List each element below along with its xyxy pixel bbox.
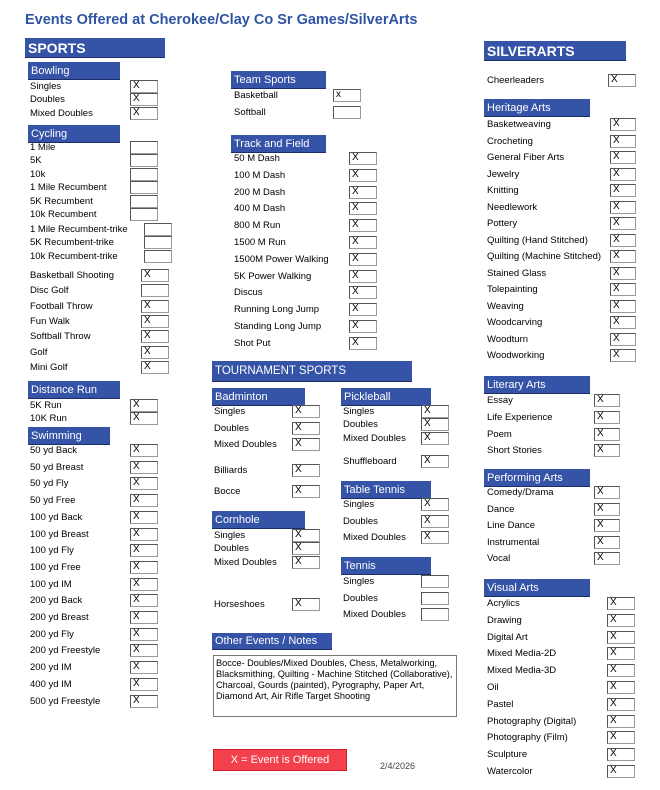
cycling-item-label: 1 Mile [30,142,56,153]
heritage-checkbox[interactable]: X [610,283,636,296]
heritage-item-label: Tolepainting [487,284,538,295]
pickleball-header: Pickleball [341,388,431,406]
swimming-item-label: 100 yd Back [30,511,83,523]
cheer-checkbox[interactable]: X [608,74,636,87]
misc-item-label: Golf [30,346,48,358]
track-checkbox[interactable]: X [349,202,377,215]
visual-item-label: Acrylics [487,598,520,609]
distance-checkbox[interactable]: X [130,399,158,412]
heritage-checkbox[interactable]: X [610,333,636,346]
visual-item-label: Photography (Digital) [487,715,577,727]
swimming-item-label: 100 yd Breast [30,528,89,540]
cycling-checkbox[interactable] [130,141,158,154]
track-item-label: 800 M Run [234,220,281,232]
cornhole-checkbox[interactable]: X [292,542,320,555]
swimming-item-label: 200 yd Back [30,595,83,607]
visual-item-label: Pastel [487,698,514,710]
track-checkbox[interactable]: X [349,303,377,316]
badminton-checkbox[interactable]: X [292,422,320,435]
track-checkbox[interactable]: X [349,253,377,266]
billiards-item-label: Billiards [214,465,248,476]
tennis-item-label: Mixed Doubles [343,609,406,620]
heritage-checkbox[interactable]: X [610,168,636,181]
cycling-item-label: 10k [30,168,46,180]
cycling-checkbox[interactable] [130,208,158,221]
visual-checkbox[interactable]: X [607,681,635,694]
badminton-item-label: Singles [214,406,246,417]
cornhole-header: Cornhole [212,511,305,529]
track-header: Track and Field [231,135,326,153]
heritage-checkbox[interactable]: X [610,217,636,230]
cornhole-item-label: Singles [214,530,246,541]
swimming-item-label: 100 yd IM [30,578,72,590]
swimming-item-label: 200 yd IM [30,662,72,674]
track-checkbox[interactable]: X [349,186,377,199]
pickleball-checkbox[interactable]: X [421,418,449,431]
literary-checkbox[interactable]: X [594,428,620,441]
heritage-item-label: Stained Glass [487,267,547,279]
shuffleboard-item-label: Shuffleboard [343,456,397,467]
legend-badge: X = Event is Offered [213,749,347,771]
swimming-item-label: 500 yd Freestyle [30,695,101,707]
billiards-checkbox[interactable]: X [292,485,320,498]
literary-checkbox[interactable]: X [594,411,620,424]
track-checkbox[interactable]: X [349,236,377,249]
misc-item-label: Football Throw [30,300,93,312]
performing-item-label: Line Dance [487,520,536,532]
misc-checkbox[interactable]: X [141,315,169,328]
swimming-item-label: 200 yd Breast [30,612,89,623]
performing-checkbox[interactable]: X [594,536,620,549]
pickleball-item-label: Mixed Doubles [343,432,406,444]
bowling-header: Bowling [28,62,120,80]
misc-item-label: Disc Golf [30,285,69,297]
tennis-checkbox[interactable] [421,592,449,605]
swimming-checkbox[interactable]: X [130,578,158,591]
team-item-label: Basketball [234,90,278,101]
cycling-header: Cycling [28,125,120,143]
performing-header: Performing Arts [484,469,590,487]
swimming-checkbox[interactable]: X [130,644,158,657]
swimming-checkbox[interactable]: X [130,544,158,557]
performing-checkbox[interactable]: X [594,503,620,516]
misc-checkbox[interactable]: X [141,269,169,282]
swimming-checkbox[interactable]: X [130,695,158,708]
badminton-item-label: Doubles [214,422,249,434]
track-item-label: 1500 M Run [234,237,286,248]
heritage-item-label: Basketweaving [487,119,551,130]
tabletennis-checkbox[interactable]: X [421,498,449,511]
heritage-checkbox[interactable]: X [610,135,636,148]
bowling-checkbox[interactable]: X [130,107,158,120]
track-item-label: Standing Long Jump [234,321,322,332]
visual-item-label: Digital Art [487,631,528,643]
visual-item-label: Mixed Media-2D [487,648,557,660]
badminton-item-label: Mixed Doubles [214,439,277,450]
swimming-header: Swimming [28,427,110,445]
heritage-item-label: Needlework [487,201,538,213]
heritage-item-label: Knitting [487,185,519,196]
billiards-item-label: Bocce [214,486,241,497]
literary-item-label: Essay [487,395,513,406]
misc-item-label: Mini Golf [30,361,68,373]
track-checkbox[interactable]: X [349,320,377,333]
visual-checkbox[interactable]: X [607,748,635,761]
bowling-checkbox[interactable]: X [130,80,158,93]
visual-checkbox[interactable]: X [607,731,635,744]
track-checkbox[interactable]: X [349,270,377,283]
distance-header: Distance Run [28,381,120,399]
swimming-checkbox[interactable]: X [130,494,158,507]
swimming-item-label: 50 yd Back [30,445,77,456]
cycling-checkbox[interactable] [144,223,172,236]
swimming-item-label: 50 yd Fly [30,478,69,490]
badminton-checkbox[interactable]: X [292,405,320,418]
visual-item-label: Photography (Film) [487,732,568,744]
cycling-item-label: 1 Mile Recumbent [30,182,107,194]
misc-checkbox[interactable] [141,284,169,297]
shuffleboard-checkbox[interactable]: X [421,455,449,468]
track-item-label: 400 M Dash [234,203,286,215]
cycling-checkbox[interactable] [144,236,172,249]
billiards-checkbox[interactable]: X [292,464,320,477]
track-item-label: 200 M Dash [234,186,286,198]
cycling-item-label: 10k Recumbent [30,209,97,220]
heritage-item-label: General Fiber Arts [487,152,565,163]
swimming-checkbox[interactable]: X [130,561,158,574]
swimming-checkbox[interactable]: X [130,461,158,474]
swimming-item-label: 100 yd Fly [30,545,74,557]
sports-header: SPORTS [25,38,165,58]
misc-checkbox[interactable]: X [141,300,169,313]
misc-checkbox[interactable]: X [141,346,169,359]
visual-item-label: Mixed Media-3D [487,665,557,677]
cycling-checkbox[interactable] [130,154,158,167]
tabletennis-checkbox[interactable]: X [421,531,449,544]
literary-header: Literary Arts [484,376,590,394]
track-checkbox[interactable]: X [349,286,377,299]
bowling-item-label: Doubles [30,94,65,106]
date-label: 2/4/2026 [380,761,416,771]
literary-item-label: Life Experience [487,411,553,423]
heritage-item-label: Woodworking [487,350,545,361]
cheer-item-label: Cheerleaders [487,75,545,86]
cycling-item-label: 1 Mile Recumbent-trike [30,224,128,235]
notes-box: Bocce- Doubles/Mixed Doubles, Chess, Metalworking, Blacksmithing, Quilting - Machine Stitched (Collaborative), Charcoal, Gourds (painted), Pyrography, Paper Art, Diamond Art, Air Rifle Target Shooting [213,655,457,717]
bowling-item-label: Singles [30,81,62,92]
bowling-item-label: Mixed Doubles [30,107,93,119]
visual-checkbox[interactable]: X [607,597,635,610]
swimming-checkbox[interactable]: X [130,477,158,490]
misc-item-label: Fun Walk [30,315,70,327]
visual-item-label: Sculpture [487,749,528,761]
heritage-header: Heritage Arts [484,99,590,117]
tennis-checkbox[interactable] [421,575,449,588]
cycling-item-label: 5K [30,155,42,167]
visual-checkbox[interactable]: X [607,631,635,644]
heritage-item-label: Jewelry [487,168,520,180]
track-checkbox[interactable]: X [349,152,377,165]
cornhole-item-label: Mixed Doubles [214,556,277,568]
visual-checkbox[interactable]: X [607,664,635,677]
heritage-checkbox[interactable]: X [610,300,636,313]
tournament-header: TOURNAMENT SPORTS [212,361,412,382]
swimming-checkbox[interactable]: X [130,678,158,691]
pickleball-item-label: Singles [343,406,375,417]
heritage-item-label: Woodcarving [487,317,543,328]
performing-item-label: Comedy/Drama [487,487,554,498]
heritage-item-label: Woodturn [487,333,529,345]
visual-header: Visual Arts [484,579,590,597]
track-item-label: 1500M Power Walking [234,253,329,265]
horseshoes-checkbox[interactable]: X [292,598,320,611]
visual-item-label: Oil [487,682,499,693]
swimming-item-label: 200 yd Freestyle [30,645,101,657]
track-checkbox[interactable]: X [349,169,377,182]
tabletennis-item-label: Doubles [343,515,378,527]
heritage-checkbox[interactable]: X [610,184,636,197]
heritage-checkbox[interactable]: X [610,267,636,280]
track-item-label: 5K Power Walking [234,270,312,282]
track-item-label: 100 M Dash [234,169,286,181]
team-header: Team Sports [231,71,326,89]
visual-checkbox[interactable]: X [607,765,635,778]
tennis-item-label: Singles [343,576,375,587]
track-item-label: Shot Put [234,337,271,349]
swimming-item-label: 200 yd Fly [30,628,74,640]
visual-checkbox[interactable]: X [607,647,635,660]
tabletennis-checkbox[interactable]: X [421,515,449,528]
visual-item-label: Drawing [487,614,522,626]
cycling-checkbox[interactable] [130,195,158,208]
track-checkbox[interactable]: X [349,219,377,232]
heritage-checkbox[interactable]: X [610,250,636,263]
track-item-label: 50 M Dash [234,153,280,164]
misc-checkbox[interactable]: X [141,330,169,343]
cornhole-item-label: Doubles [214,543,249,555]
tabletennis-header: Table Tennis [341,481,431,499]
performing-item-label: Instrumental [487,536,540,548]
other-events-header: Other Events / Notes [212,633,332,650]
swimming-item-label: 50 yd Breast [30,461,84,473]
heritage-checkbox[interactable]: X [610,234,636,247]
literary-item-label: Poem [487,428,512,440]
swimming-checkbox[interactable]: X [130,594,158,607]
performing-checkbox[interactable]: X [594,552,620,565]
heritage-item-label: Weaving [487,300,524,312]
tennis-header: Tennis [341,557,431,575]
cycling-item-label: 5K Recumbent [30,195,93,207]
track-item-label: Running Long Jump [234,304,320,316]
misc-item-label: Softball Throw [30,331,91,343]
swimming-checkbox[interactable]: X [130,528,158,541]
team-item-label: Softball [234,106,266,118]
pickleball-item-label: Doubles [343,419,378,431]
performing-checkbox[interactable]: X [594,519,620,532]
team-checkbox[interactable] [333,106,361,119]
cycling-checkbox[interactable] [130,168,158,181]
distance-item-label: 5K Run [30,400,62,411]
heritage-item-label: Quilting (Machine Stitched) [487,251,602,262]
heritage-item-label: Pottery [487,218,518,229]
swimming-checkbox[interactable]: X [130,611,158,624]
literary-item-label: Short Stories [487,445,542,457]
swimming-checkbox[interactable]: X [130,444,158,457]
cornhole-checkbox[interactable]: X [292,556,320,569]
swimming-checkbox[interactable]: X [130,511,158,524]
badminton-checkbox[interactable]: X [292,438,320,451]
track-checkbox[interactable]: X [349,337,377,350]
swimming-checkbox[interactable]: X [130,661,158,674]
team-checkbox[interactable]: x [333,89,361,102]
badminton-header: Badminton [212,388,305,406]
performing-checkbox[interactable]: X [594,486,620,499]
visual-checkbox[interactable]: X [607,715,635,728]
literary-checkbox[interactable]: X [594,444,620,457]
performing-item-label: Dance [487,503,515,515]
bowling-checkbox[interactable]: X [130,93,158,106]
tabletennis-item-label: Mixed Doubles [343,532,406,543]
tabletennis-item-label: Singles [343,499,375,510]
visual-checkbox[interactable]: X [607,614,635,627]
visual-checkbox[interactable]: X [607,698,635,711]
heritage-checkbox[interactable]: X [610,316,636,329]
cornhole-checkbox[interactable]: X [292,529,320,542]
page-title: Events Offered at Cherokee/Clay Co Sr Games/SilverArts [25,12,418,28]
swimming-item-label: 50 yd Free [30,495,76,507]
pickleball-checkbox[interactable]: X [421,432,449,445]
heritage-item-label: Quilting (Hand Stitched) [487,234,588,246]
performing-item-label: Vocal [487,553,511,565]
swimming-item-label: 100 yd Free [30,561,81,573]
silverarts-header: SILVERARTS [484,41,626,61]
heritage-checkbox[interactable]: X [610,349,636,362]
swimming-item-label: 400 yd IM [30,678,72,690]
heritage-checkbox[interactable]: X [610,118,636,131]
swimming-checkbox[interactable]: X [130,628,158,641]
heritage-item-label: Crocheting [487,135,533,147]
track-item-label: Discus [234,287,263,299]
misc-item-label: Basketball Shooting [30,270,114,281]
pickleball-checkbox[interactable]: X [421,405,449,418]
horseshoes-item-label: Horseshoes [214,599,265,610]
heritage-checkbox[interactable]: X [610,201,636,214]
cycling-item-label: 10k Recumbent-trike [30,250,118,262]
cycling-checkbox[interactable] [144,250,172,263]
misc-checkbox[interactable]: X [141,361,169,374]
distance-checkbox[interactable]: X [130,412,158,425]
tennis-item-label: Doubles [343,592,378,604]
heritage-checkbox[interactable]: X [610,151,636,164]
distance-item-label: 10K Run [30,413,67,424]
literary-checkbox[interactable]: X [594,394,620,407]
cycling-item-label: 5K Recumbent-trike [30,237,114,249]
tennis-checkbox[interactable] [421,608,449,621]
visual-item-label: Watercolor [487,766,533,777]
cycling-checkbox[interactable] [130,181,158,194]
